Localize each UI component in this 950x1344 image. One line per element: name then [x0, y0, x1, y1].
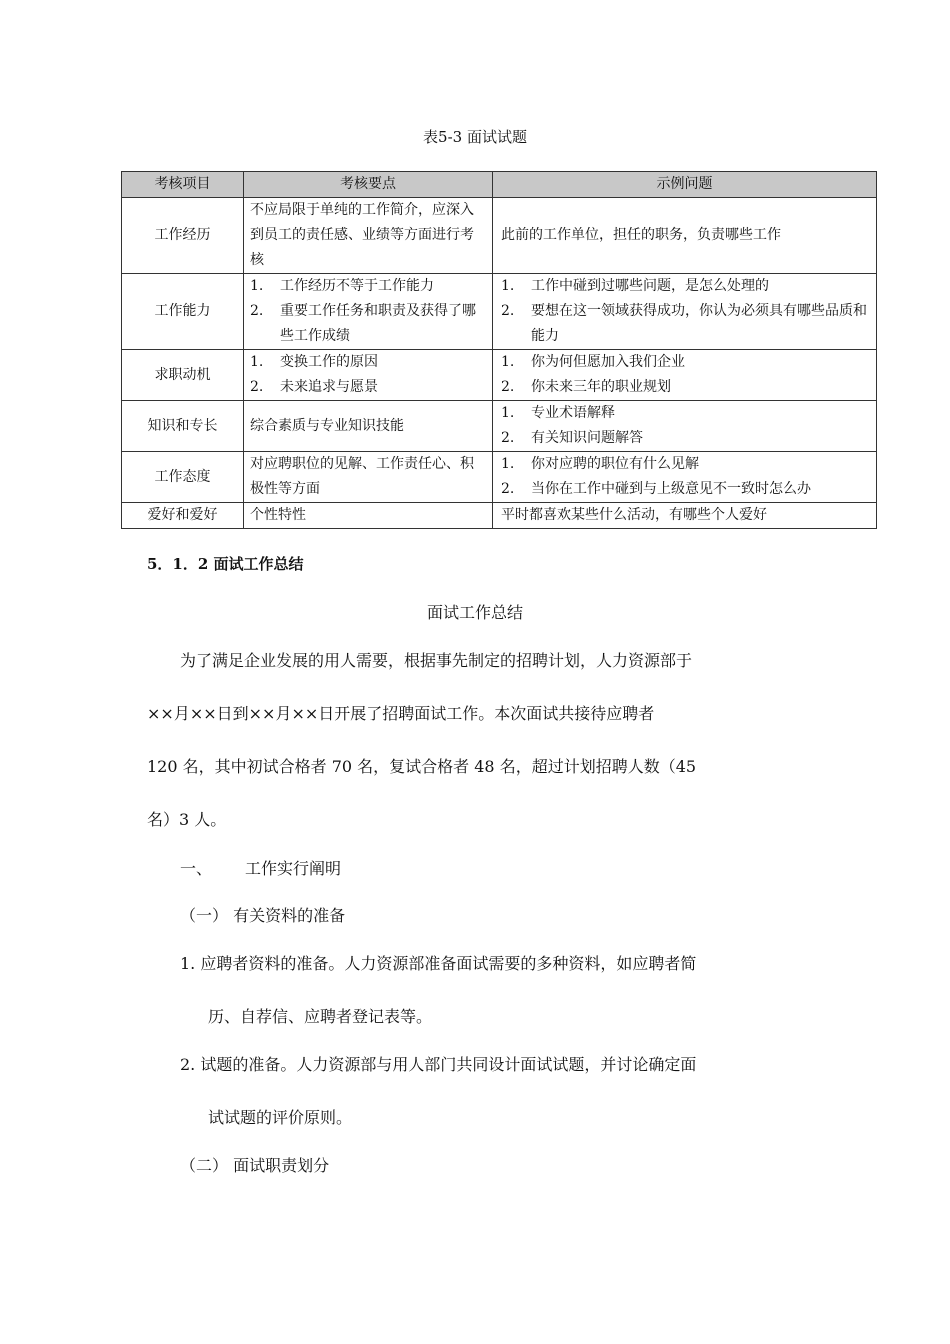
- subheading-duties: （二） 面试职责划分: [180, 1156, 330, 1175]
- header-points: 考核要点: [244, 172, 493, 198]
- list-item: 2. 你未来三年的职业规划: [501, 379, 671, 395]
- row-examples: [493, 452, 877, 503]
- table-header-row: [122, 172, 877, 198]
- list-item: 1. 你对应聘的职位有什么见解: [501, 456, 699, 472]
- row-item: 工作能力: [122, 274, 244, 350]
- list-item-1-line: 1. 应聘者资料的准备。人力资源部准备面试需要的多种资料，如应聘者简: [180, 954, 697, 973]
- row-points: 不应局限于单纯的工作简介，应深入到员工的责任感、业绩等方面进行考核: [244, 198, 493, 274]
- list-item: 1. 工作经历不等于工作能力: [250, 278, 434, 294]
- paragraph-line: ××月××日到××月××日开展了招聘面试工作。本次面试共接待应聘者: [147, 704, 655, 723]
- list-item: 2. 未来追求与愿景: [250, 379, 378, 395]
- list-item: 1. 专业术语解释: [501, 405, 615, 421]
- list-item-2-cont: 试试题的评价原则。: [208, 1108, 353, 1127]
- paragraph-line: 名）3 人。: [147, 810, 227, 829]
- row-points: [244, 274, 493, 350]
- list-item: 2. 要想在这一领域获得成功，你认为必须具有哪些品质和能力: [501, 303, 867, 344]
- row-examples: [493, 274, 877, 350]
- table-row: [122, 503, 877, 529]
- row-examples: 此前的工作单位，担任的职务，负责哪些工作: [493, 198, 877, 274]
- table-caption: 表5-3 面试试题: [423, 128, 527, 146]
- summary-title: 面试工作总结: [426, 603, 523, 622]
- header-examples: 示例问题: [493, 172, 877, 198]
- row-points: 个性特性: [244, 503, 493, 529]
- list-item: 2. 有关知识问题解答: [501, 430, 643, 446]
- row-item: 工作态度: [122, 452, 244, 503]
- table-row: [122, 401, 877, 452]
- paragraph-line: 120 名，其中初试合格者 70 名，复试合格者 48 名，超过计划招聘人数（45: [147, 757, 697, 776]
- list-item: 2. 当你在工作中碰到与上级意见不一致时怎么办: [501, 481, 811, 497]
- interview-questions-table: [121, 171, 877, 529]
- list-item-1-cont: 历、自荐信、应聘者登记表等。: [208, 1007, 433, 1026]
- row-item: 知识和专长: [122, 401, 244, 452]
- table-row: [122, 274, 877, 350]
- heading-one-number: 一、: [180, 859, 213, 878]
- row-examples: [493, 350, 877, 401]
- table-row: [122, 198, 877, 274]
- table-row: [122, 350, 877, 401]
- list-item: 1. 变换工作的原因: [250, 354, 378, 370]
- row-item: 求职动机: [122, 350, 244, 401]
- list-item: 1. 你为何但愿加入我们企业: [501, 354, 685, 370]
- row-points: [244, 350, 493, 401]
- row-examples: 平时都喜欢某些什么活动，有哪些个人爱好: [493, 503, 877, 529]
- row-points: 综合素质与专业知识技能: [244, 401, 493, 452]
- list-item: 1. 工作中碰到过哪些问题，是怎么处理的: [501, 278, 769, 294]
- heading-one-text: 工作实行阐明: [245, 859, 342, 878]
- row-examples: [493, 401, 877, 452]
- row-item: 爱好和爱好: [122, 503, 244, 529]
- row-item: 工作经历: [122, 198, 244, 274]
- row-points: 对应聘职位的见解、工作责任心、积极性等方面: [244, 452, 493, 503]
- section-heading: 5．1．2 面试工作总结: [147, 555, 304, 573]
- paragraph-line: 为了满足企业发展的用人需要，根据事先制定的招聘计划，人力资源部于: [180, 651, 693, 670]
- header-item: 考核项目: [122, 172, 244, 198]
- table-row: [122, 452, 877, 503]
- list-item-2-line: 2. 试题的准备。人力资源部与用人部门共同设计面试试题，并讨论确定面: [180, 1055, 697, 1074]
- list-item: 2. 重要工作任务和职责及获得了哪些工作成绩: [250, 303, 476, 344]
- subheading-materials: （一） 有关资料的准备: [180, 906, 346, 925]
